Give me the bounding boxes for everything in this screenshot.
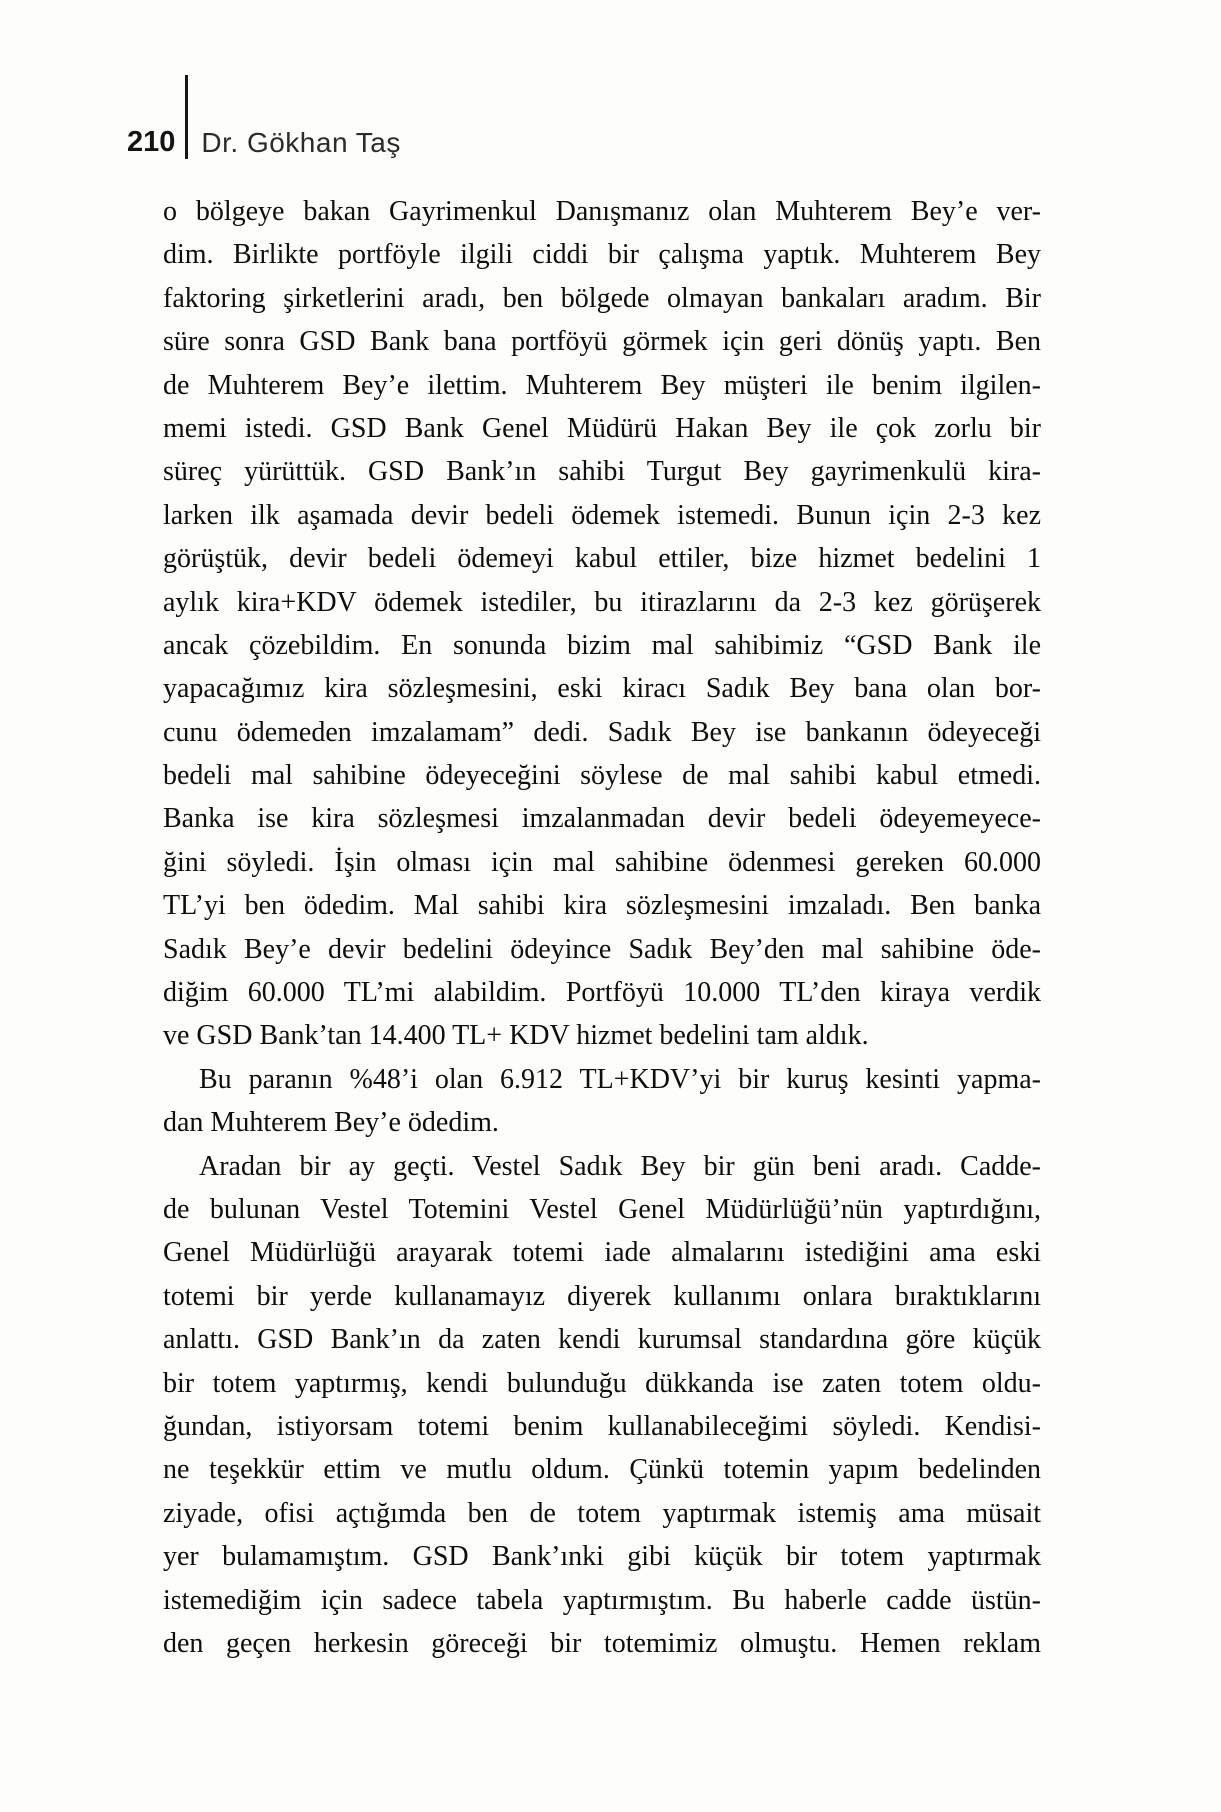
text-line: yer bulamamıştım. GSD Bank’ınki gibi küçük bir totem yaptırmak bbox=[163, 1541, 1041, 1573]
running-header bbox=[127, 75, 401, 159]
header-divider-line bbox=[185, 75, 188, 159]
text-line: ancak çözebildim. En sonunda bizim mal sahibimiz “GSD Bank ile bbox=[163, 629, 1041, 661]
text-line: ğundan, istiyorsam totemi benim kullanabileceğimi söyledi. Kendisi- bbox=[163, 1410, 1041, 1442]
text-line: den geçen herkesin göreceği bir totemimiz olmuştu. Hemen reklam bbox=[163, 1627, 1041, 1659]
text-line: ve GSD Bank’tan 14.400 TL+ KDV hizmet bedelini tam aldık. bbox=[163, 1020, 869, 1052]
text-line: dim. Birlikte portföyle ilgili ciddi bir çalışma yaptık. Muhterem Bey bbox=[163, 239, 1041, 271]
text-line: o bölgeye bakan Gayrimenkul Danışmanız olan Muhterem Bey’e ver- bbox=[163, 196, 1041, 227]
text-line: bir totem yaptırmış, kendi bulunduğu dükkanda ise zaten totem oldu- bbox=[163, 1367, 1041, 1399]
text-line: Genel Müdürlüğü arayarak totemi iade almalarını istediğini ama eski bbox=[163, 1237, 1041, 1269]
text-line: faktoring şirketlerini aradı, ben bölgede olmayan bankaları aradım. Bir bbox=[163, 282, 1041, 314]
page-number: 210 bbox=[127, 126, 176, 158]
text-line: yapacağımız kira sözleşmesini, eski kiracı Sadık Bey bana olan bor- bbox=[163, 673, 1041, 705]
text-line: Bu paranın %48’i olan 6.912 TL+KDV’yi bir kuruş kesinti yapma- bbox=[199, 1063, 1041, 1095]
text-line: süreç yürüttük. GSD Bank’ın sahibi Turgut Bey gayrimenkulü kira- bbox=[163, 456, 1041, 488]
text-line: istemediğim için sadece tabela yaptırmıştım. Bu haberle cadde üstün- bbox=[163, 1584, 1041, 1616]
text-line: totemi bir yerde kullanamayız diyerek kullanımı onlara bıraktıklarını bbox=[163, 1280, 1041, 1312]
text-line: Sadık Bey’e devir bedelini ödeyince Sadık Bey’den mal sahibine öde- bbox=[163, 933, 1041, 965]
text-line: anlattı. GSD Bank’ın da zaten kendi kurumsal standardına göre küçük bbox=[163, 1324, 1041, 1356]
text-line: bedeli mal sahibine ödeyeceğini söylese de mal sahibi kabul etmedi. bbox=[163, 760, 1041, 792]
text-line: memi istedi. GSD Bank Genel Müdürü Hakan Bey ile çok zorlu bir bbox=[163, 412, 1041, 444]
text-line: dan Muhterem Bey’e ödedim. bbox=[163, 1107, 499, 1139]
text-line: ne teşekkür ettim ve mutlu oldum. Çünkü totemin yapım bedelinden bbox=[163, 1454, 1041, 1486]
text-line: Banka ise kira sözleşmesi imzalanmadan devir bedeli ödeyemeyece- bbox=[163, 803, 1041, 835]
text-line: görüştük, devir bedeli ödemeyi kabul ettiler, bize hizmet bedelini 1 bbox=[163, 543, 1041, 575]
text-line: larken ilk aşamada devir bedeli ödemek istemedi. Bunun için 2-3 kez bbox=[163, 499, 1041, 531]
text-line: Aradan bir ay geçti. Vestel Sadık Bey bir gün beni aradı. Cadde- bbox=[199, 1150, 1041, 1182]
text-line: de Muhterem Bey’e ilettim. Muhterem Bey müşteri ile benim ilgilen- bbox=[163, 369, 1041, 401]
body-text bbox=[163, 190, 1041, 1665]
text-line: ziyade, ofisi açtığımda ben de totem yaptırmak istemiş ama müsait bbox=[163, 1497, 1041, 1529]
text-line: diğim 60.000 TL’mi alabildim. Portföyü 10.000 TL’den kiraya verdik bbox=[163, 977, 1041, 1009]
text-line: aylık kira+KDV ödemek istediler, bu itirazlarını da 2-3 kez görüşerek bbox=[163, 586, 1041, 618]
text-line: cunu ödemeden imzalamam” dedi. Sadık Bey ise bankanın ödeyeceği bbox=[163, 716, 1041, 748]
text-line: ğini söyledi. İşin olması için mal sahibine ödenmesi gereken 60.000 bbox=[163, 846, 1041, 878]
text-line: süre sonra GSD Bank bana portföyü görmek için geri dönüş yaptı. Ben bbox=[163, 326, 1041, 358]
text-line: de bulunan Vestel Totemini Vestel Genel Müdürlüğü’nün yaptırdığını, bbox=[163, 1193, 1041, 1225]
running-header-author: Dr. Gökhan Taş bbox=[201, 127, 401, 158]
text-line: TL’yi ben ödedim. Mal sahibi kira sözleşmesini imzaladı. Ben banka bbox=[163, 890, 1041, 922]
